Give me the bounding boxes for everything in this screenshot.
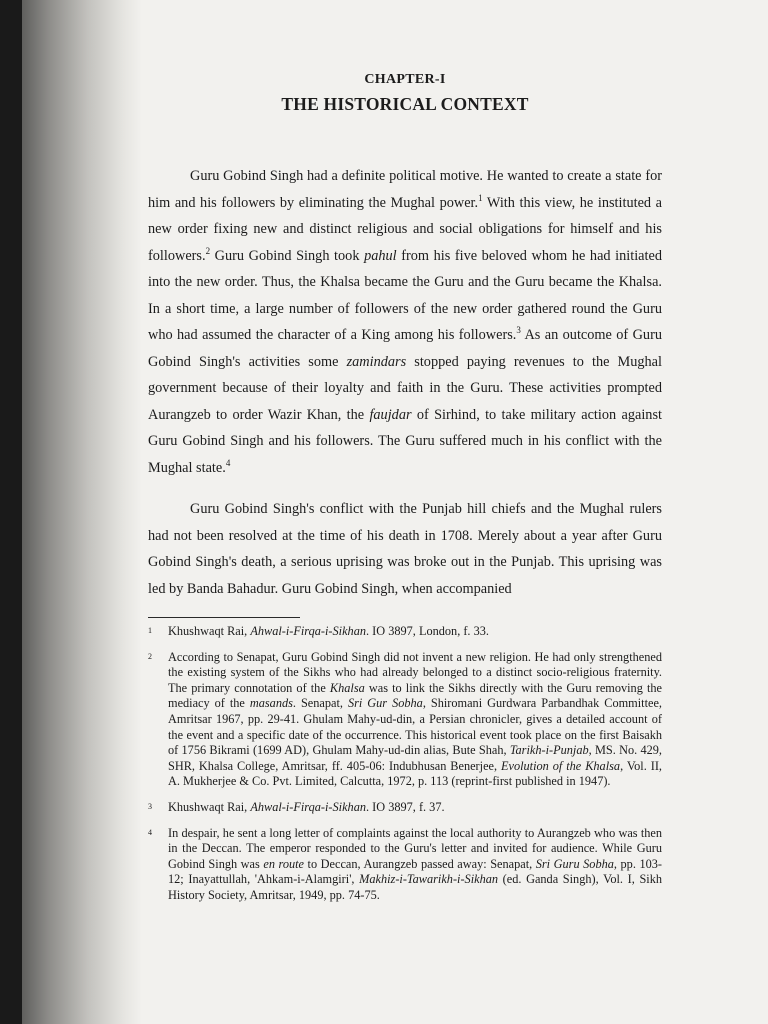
italic-text: pahul — [364, 247, 397, 264]
italic-text: zamindars — [346, 353, 407, 370]
italic-text: Ahwal-i-Firqa-i-Sikhan — [250, 624, 366, 638]
footnote: 1 Khushwaqt Rai, Ahwal-i-Firqa-i-Sikhan. IO 3897, London, f. 33. — [148, 624, 489, 638]
book-page — [22, 0, 768, 1024]
body-text — [148, 163, 662, 602]
footnotes — [148, 624, 662, 904]
footnote-marker: 1 — [478, 192, 483, 203]
chapter-title: THE HISTORICAL CONTEXT — [281, 94, 529, 114]
italic-text: Evolution of the Khalsa — [501, 758, 621, 773]
italic-text: Makhiz-i-Tawarikh-i-Sikhan — [359, 872, 499, 887]
footnote: 4 In despair, he sent a long letter of complaints against the local authority to Aurangzeb who was then in the Deccan. The emperor responded to the Guru's letter and invited for audience. While Guru Gobind Singh was en route to Deccan, Aurangzeb passed away: Senapat, Sri Guru Sobha, pp. 103-12; Inayattullah, 'Ahkam-i-Alamgiri', Makhiz-i-Tawarikh-i-Sikhan (ed. Ganda Singh), Vol. I, Sikh History Society, Amritsar, 1949, pp. 74-75. — [148, 825, 662, 902]
italic-text: masands — [249, 696, 293, 711]
footnote: 2 According to Senapat, Guru Gobind Singh did not invent a new religion. He had only strengthened the existing system of the Sikhs who had already belonged to a distinct socio-religious fraternity. The primary connotation of the Khalsa was to link the Sikhs directly with the Guru removing the mediacy of the masands. Senapat, Sri Gur Sobha, Shiromani Gurdwara Parbandhak Committee, Amritsar 1967, pp. 29-41. Ghulam Mahy-ud-din, a Persian chronicler, gives a detailed account of the event and a specific date of the occurrence. This historical event took place on the first Baisakh of 1756 Bikrami (1699 AD), Ghulam Mahy-ud-din alias, Bute Shah, Tarikh-i-Punjab, MS. No. 429, SHR, Khalsa College, Amritsar, ff. 405-06: Indubhusan Benerjee, Evolution of the Khalsa, Vol. II, A. Mukherjee & Co. Pvt. Limited, Calcutta, 1972, p. 113 (reprint-first published in 1947). — [148, 649, 662, 789]
footnote-number: 2 — [148, 651, 152, 661]
italic-text: Khalsa — [329, 680, 365, 695]
body-paragraph: Guru Gobind Singh's conflict with the Punjab hill chiefs and the Mughal rulers had not been resolved at the time of his death in 1708. Merely about a year after Guru Gobind Singh's death, a serious uprising was broke out in the Punjab. This uprising was led by Banda Bahadur. Guru Gobind Singh, when accompanied — [148, 501, 662, 597]
body-paragraph: Guru Gobind Singh had a definite political motive. He wanted to create a state for him and his followers by eliminating the Mughal power.$^1$ With this view, he instituted a new order fixing new and distinct religious and social obligations for himself and his followers.$^2$ Guru Gobind Singh took pahul from his five beloved whom he had initiated into the new order. Thus, the Khalsa became the Guru and the Guru became the Khalsa. In a short time, a large number of followers of the new order gathered round the Guru who had assumed the character of a King among his followers.$^3$ As an outcome of Guru Gobind Singh's activities some zamindars stopped paying revenues to the Mughal government because of their loyalty and faith in the Guru. These activities prompted Aurangzeb to order Wazir Khan, the faujdar of Sirhind, to take military action against Guru Gobind Singh and his followers. The Guru suffered much in his conflict with the Mughal state.$^4$ — [148, 168, 663, 476]
page-content — [148, 72, 662, 914]
italic-text: Tarikh-i-Punjab — [509, 743, 589, 758]
footnote-number: 1 — [148, 626, 152, 635]
footnote-marker: 3 — [516, 325, 521, 336]
page-gutter-shadow — [22, 0, 142, 1024]
italic-text: Ahwal-i-Firqa-i-Sikhan — [250, 799, 366, 814]
footnote-number: 4 — [148, 827, 152, 837]
footnote: 3 Khushwaqt Rai, Ahwal-i-Firqa-i-Sikhan. IO 3897, f. 37. — [148, 799, 445, 814]
footnote-marker: 4 — [225, 457, 231, 468]
footnote-marker: 2 — [205, 245, 211, 256]
italic-text: en route — [263, 856, 305, 871]
footnote-separator — [148, 617, 300, 618]
italic-text: Sri Guru Sobha — [535, 856, 614, 871]
chapter-label: CHAPTER-I — [364, 72, 446, 87]
footnote-number: 3 — [148, 801, 152, 811]
italic-text: Sri Gur Sobha — [347, 696, 423, 711]
italic-text: faujdar — [369, 406, 412, 423]
